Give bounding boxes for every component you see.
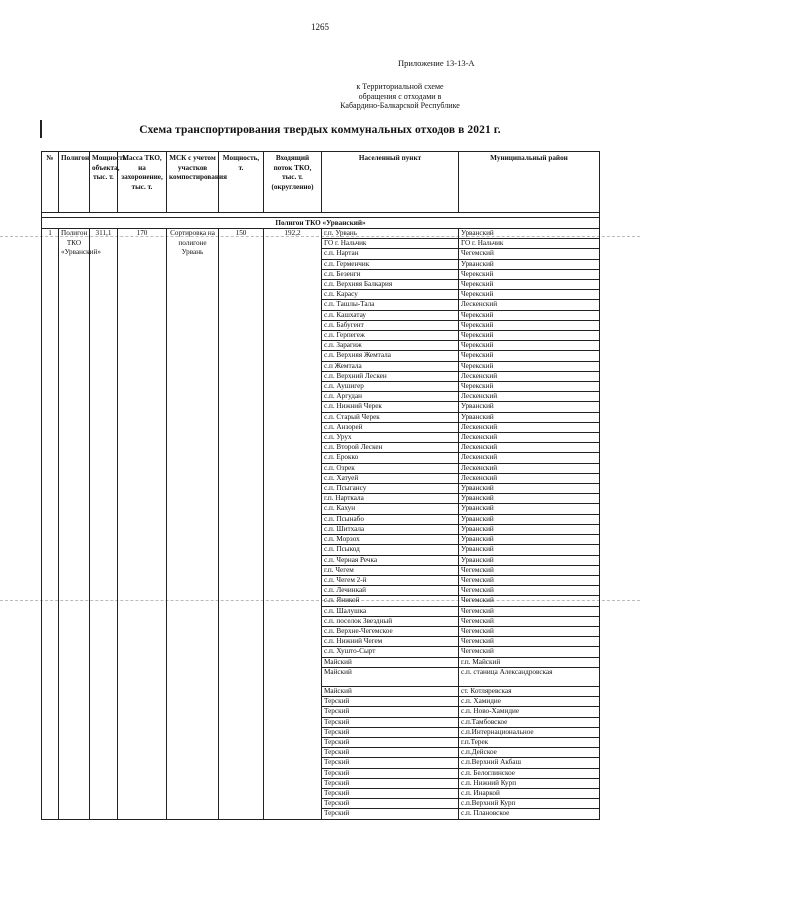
district-cell: Лескенский [459,422,600,432]
settlement-cell: с.п. Нижний Чегем [322,637,459,647]
annex-line: Кабардино-Балкарской Республике [340,101,460,110]
district-cell: Чегемский [459,647,600,657]
district-cell: Лескенский [459,300,600,310]
district-cell: Урванский [459,494,600,504]
settlement-cell: с.п. Озрек [322,463,459,473]
district-cell: Черекский [459,351,600,361]
settlement-cell: г.п. Чегем [322,565,459,575]
settlement-cell: г.п. Урвань [322,229,459,239]
document-title: Схема транспортирования твердых коммунальных отходов в 2021 г. [139,124,501,136]
settlement-cell: с.п. Второй Лескен [322,443,459,453]
district-cell: Черекский [459,361,600,371]
settlement-cell: с.п. Ерокко [322,453,459,463]
settlement-cell: с.п. Псыкод [322,545,459,555]
district-cell: Черекский [459,320,600,330]
settlement-cell: с.п. Кашхатау [322,310,459,320]
page-number: 1265 [311,22,329,32]
district-cell: Урванский [459,535,600,545]
settlement-cell: ГО г. Нальчик [322,239,459,249]
district-cell: с.п.Верхний Акбаш [459,758,600,768]
district-cell: Урванский [459,504,600,514]
settlement-cell: Терский [322,768,459,778]
district-cell: Урванский [459,555,600,565]
settlement-cell: Терский [322,799,459,809]
district-cell: г.п. Майский [459,657,600,667]
district-cell: Лескенский [459,443,600,453]
settlement-cell: с.п. Зарагиж [322,341,459,351]
settlement-cell: Терский [322,758,459,768]
settlement-cell: с.п. Безенги [322,269,459,279]
entry-mass-cell: 170 [118,229,167,820]
annex-subtitle [0,82,800,111]
settlement-cell: с.п. Верхний Лескен [322,371,459,381]
entry-inflow-cell: 192,2 [264,229,322,820]
settlement-cell: Терский [322,707,459,717]
district-cell: Чегемский [459,575,600,585]
header-cell: Муниципальный район [459,152,600,213]
district-cell: Чегемский [459,637,600,647]
header-cell: Полигон [59,152,90,213]
district-cell: Чегемский [459,596,600,606]
settlement-cell: с.п. Хушто-Сырт [322,647,459,657]
district-cell: Урванский [459,402,600,412]
settlement-cell: с.п. Бабугент [322,320,459,330]
settlement-cell: Майский [322,667,459,686]
annex-label: Приложение 13-13-А [398,58,475,68]
district-cell: Черекский [459,269,600,279]
section-row [42,218,600,229]
district-cell: Черекский [459,382,600,392]
district-cell: Урванский [459,484,600,494]
settlement-cell: с.п. Яникой [322,596,459,606]
district-cell: с.п.Дейское [459,748,600,758]
district-cell: с.п.Верхний Курп [459,799,600,809]
table-row [42,229,600,239]
settlement-cell: с.п. Нартан [322,249,459,259]
district-cell: Черекский [459,310,600,320]
district-cell: Чегемский [459,586,600,596]
district-cell: с.п. Плановское [459,809,600,819]
settlement-cell: с.п. Псыгансу [322,484,459,494]
entry-capacity-cell: 311,1 [90,229,118,820]
settlement-cell: Терский [322,727,459,737]
district-cell: Урванский [459,229,600,239]
settlement-cell: с.п Жемтала [322,361,459,371]
district-cell: Урванский [459,545,600,555]
settlement-cell: с.п. Псынабо [322,514,459,524]
district-cell: Лескенский [459,392,600,402]
settlement-cell: с.п. Аушигер [322,382,459,392]
district-cell: Чегемский [459,249,600,259]
settlement-cell: Терский [322,737,459,747]
settlement-cell: с.п. Черная Речка [322,555,459,565]
district-cell: Лескенский [459,371,600,381]
district-cell: с.п. Нижний Курп [459,778,600,788]
table-header-row [42,152,600,213]
settlement-cell: с.п. Герпегеж [322,331,459,341]
district-cell: Урванский [459,412,600,422]
settlement-cell: г.п. Нарткала [322,494,459,504]
annex-line: обращения с отходами в [358,91,442,101]
settlement-cell: Терский [322,788,459,798]
settlement-cell: с.п. Анзорей [322,422,459,432]
entry-msk-cell: Сортировка на полигоне Урвань [167,229,219,820]
settlement-cell: с.п. Кахун [322,504,459,514]
settlement-cell: Терский [322,717,459,727]
settlement-cell: с.п. Урух [322,433,459,443]
settlement-cell: с.п. Герменчик [322,259,459,269]
settlement-cell: с.п. Лечинкай [322,586,459,596]
district-cell: Чегемский [459,626,600,636]
header-cell: Населенный пункт [322,152,459,213]
settlement-cell: с.п. Верхняя Балкария [322,280,459,290]
settlement-cell: с.п. Карасу [322,290,459,300]
section-title: Полигон ТКО «Урванский» [42,218,600,229]
district-cell: Чегемский [459,616,600,626]
header-cell: Мощность, т. [219,152,264,213]
settlement-cell: с.п. Нижний Черек [322,402,459,412]
district-cell: Черекский [459,331,600,341]
settlement-cell: Терский [322,809,459,819]
district-cell: с.п. Инаркой [459,788,600,798]
district-cell: с.п.Тамбовское [459,717,600,727]
settlement-cell: с.п. Хатуей [322,473,459,483]
settlement-cell: Терский [322,748,459,758]
settlement-cell: с.п. Ташлы-Тала [322,300,459,310]
header-cell: Мощность объекта, тыс. т. [90,152,118,213]
district-cell: Урванский [459,524,600,534]
header-cell: Входящий поток ТКО, тыс. т. (округленно) [264,152,322,213]
entry-landfill-cell: Полигон ТКО «Урванский» [59,229,90,820]
entry-power-cell: 150 [219,229,264,820]
district-cell: с.п. Ново-Хамидие [459,707,600,717]
district-cell: Урванский [459,514,600,524]
entry-num-cell: 1 [42,229,59,820]
district-cell: ГО г. Нальчик [459,239,600,249]
district-cell: с.п.Интернациональное [459,727,600,737]
district-cell: Черекский [459,290,600,300]
district-cell: г.п.Терек [459,737,600,747]
annex-line: к Территориальной схеме [356,82,444,91]
settlement-cell: с.п. Морзох [322,535,459,545]
district-cell: Урванский [459,259,600,269]
district-cell: с.п. Белоглинское [459,768,600,778]
settlement-cell: с.п. поселок Звездный [322,616,459,626]
settlement-cell: с.п. Верхняя Жемтала [322,351,459,361]
header-cell: № [42,152,59,213]
district-cell: с.п. станица Александровская [459,667,600,686]
transport-scheme-table [41,151,600,820]
settlement-cell: с.п. Шалушка [322,606,459,616]
settlement-cell: с.п. Аргудан [322,392,459,402]
district-cell: Черекский [459,280,600,290]
district-cell: Чегемский [459,606,600,616]
district-cell: Лескенский [459,473,600,483]
header-cell: Масса ТКО, на захоронение, тыс. т. [118,152,167,213]
district-cell: ст. Котляревская [459,686,600,696]
district-cell: Лескенский [459,453,600,463]
settlement-cell: с.п. Старый Черек [322,412,459,422]
district-cell: Лескенский [459,463,600,473]
settlement-cell: Терский [322,697,459,707]
settlement-cell: с.п. Чегем 2-й [322,575,459,585]
settlement-cell: с.п. Верхне-Чегемское [322,626,459,636]
settlement-cell: с.п. Шитхала [322,524,459,534]
settlement-cell: Майский [322,657,459,667]
district-cell: Лескенский [459,433,600,443]
district-cell: Чегемский [459,565,600,575]
district-cell: с.п. Хамидие [459,697,600,707]
settlement-cell: Майский [322,686,459,696]
settlement-cell: Терский [322,778,459,788]
header-cell: МСК с учетом участков компостирования [167,152,219,213]
district-cell: Черекский [459,341,600,351]
